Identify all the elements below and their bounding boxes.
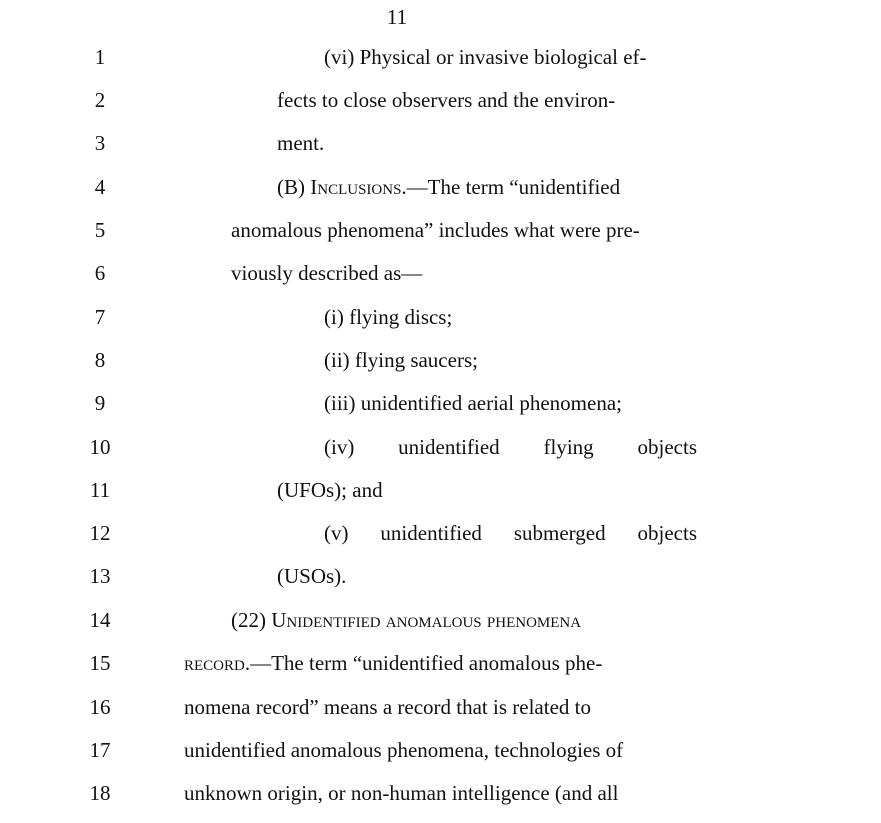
- line-text: (UFOs); and: [277, 478, 383, 502]
- word: submerged: [513, 521, 606, 545]
- line-number: 4: [94, 175, 106, 199]
- section-heading: record.: [184, 651, 251, 675]
- document-line: [0, 390, 881, 433]
- document-line: [0, 217, 881, 260]
- document-line: [0, 477, 881, 520]
- line-text: [324, 434, 697, 460]
- line-text: viously described as—: [231, 261, 423, 285]
- document-line: [0, 694, 881, 737]
- line-number: 12: [89, 521, 111, 545]
- word: unidentified: [380, 521, 482, 545]
- document-line: [0, 650, 881, 693]
- line-text: [324, 44, 697, 70]
- line-number: 13: [89, 564, 111, 588]
- document-line: [0, 174, 881, 217]
- line-content: —The term “unidentified: [406, 175, 621, 199]
- line-text: ment.: [277, 131, 325, 155]
- line-number: 7: [94, 305, 106, 329]
- document-line: [0, 347, 881, 390]
- line-number: 14: [89, 608, 111, 632]
- document-line: [0, 260, 881, 303]
- line-text: (iii) unidentified aerial phenomena;: [324, 391, 622, 415]
- document-line: [0, 130, 881, 173]
- document-line: [0, 520, 881, 563]
- word: (v): [324, 521, 349, 545]
- document-line: [0, 737, 881, 780]
- word: flying: [543, 435, 594, 459]
- line-number: 18: [89, 781, 111, 805]
- line-text: [324, 520, 697, 546]
- line-text: unidentified anomalous phenomena, technologies of: [184, 738, 624, 762]
- line-content: (vi) Physical or invasive biological ef-: [324, 45, 647, 69]
- line-text: [231, 607, 581, 633]
- document-line: [0, 87, 881, 130]
- word: objects: [637, 521, 697, 545]
- word: objects: [637, 435, 697, 459]
- line-text: [277, 174, 620, 200]
- document-line: [0, 304, 881, 347]
- line-number: 3: [94, 131, 106, 155]
- line-content: —The term “unidentified anomalous phe-: [250, 651, 603, 675]
- line-text: [184, 650, 602, 676]
- line-number: 16: [89, 695, 111, 719]
- line-text: fects to close observers and the environ-: [277, 88, 616, 112]
- line-number: 5: [94, 218, 106, 242]
- line-number: 2: [94, 88, 106, 112]
- line-number: 17: [89, 738, 111, 762]
- document-line: [0, 434, 881, 477]
- line-text: anomalous phenomena” includes what were pre-: [231, 218, 640, 242]
- line-number: 8: [94, 348, 106, 372]
- line-number: 6: [94, 261, 106, 285]
- line-number: 11: [89, 478, 111, 502]
- section-heading: Unidentified anomalous phenomena: [271, 608, 582, 632]
- line-number: 15: [89, 651, 111, 675]
- word: (iv): [324, 435, 355, 459]
- page-number: 11: [386, 5, 408, 29]
- document-line: [0, 780, 881, 823]
- subsection-label: (B): [277, 175, 311, 199]
- line-text: (ii) flying saucers;: [324, 348, 478, 372]
- document-line: [0, 607, 881, 650]
- word: unidentified: [398, 435, 500, 459]
- line-number: 10: [89, 435, 111, 459]
- section-heading: Inclusions.: [310, 175, 407, 199]
- line-text: (i) flying discs;: [324, 305, 453, 329]
- line-text: unknown origin, or non-human intelligence (and all: [184, 781, 619, 805]
- line-number: 1: [94, 45, 106, 69]
- line-number: 9: [94, 391, 106, 415]
- line-text: (USOs).: [277, 564, 347, 588]
- document-line: [0, 563, 881, 606]
- section-number: (22): [231, 608, 272, 632]
- line-text: nomena record” means a record that is related to: [184, 695, 591, 719]
- document-line: [0, 44, 881, 87]
